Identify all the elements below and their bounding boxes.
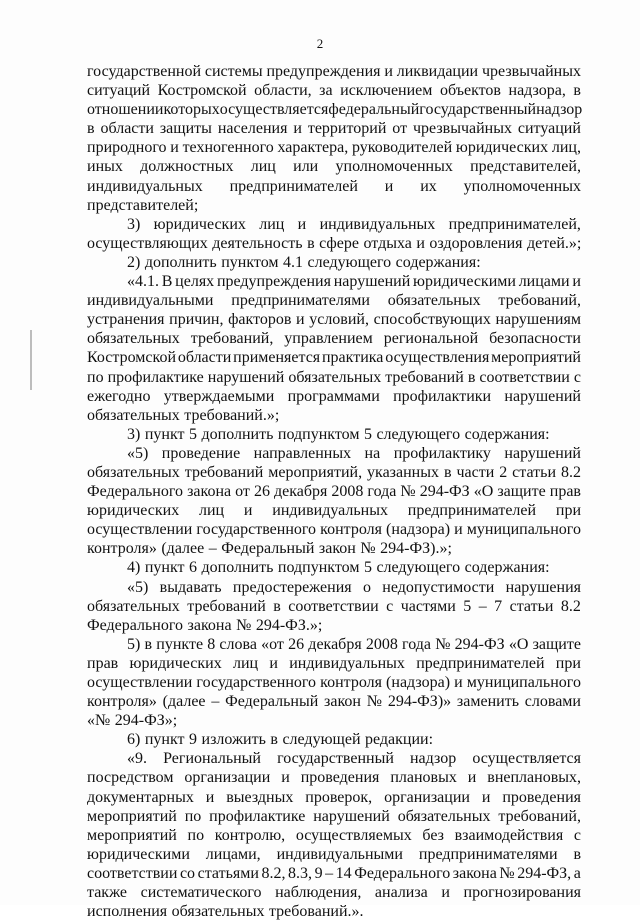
text-line: исполнения обязательных требований.». <box>87 903 364 921</box>
text-line: в области защиты населения и территорий от чрезвычайных ситуаций <box>87 120 581 138</box>
page-number: 2 <box>316 36 324 51</box>
text-line: также систематического наблюдения, анализа и прогнозирования <box>87 884 581 902</box>
text-line: Федерального закона № 294-ФЗ.»; <box>87 616 323 634</box>
text-line: 5) в пункте 8 слова «от 26 декабря 2008 года № 294-ФЗ «О защите <box>127 635 581 653</box>
text-line: по профилактике нарушений обязательных требований в соответствии с <box>87 368 581 386</box>
text-line: «5) проведение направленных на профилактику нарушений <box>127 444 581 462</box>
text-line: осуществлении государственного контроля (надзора) и муниципального <box>87 674 581 691</box>
text-line: 2) дополнить пунктом 4.1 следующего содержания: <box>127 253 481 271</box>
text-line: ежегодно утверждаемыми программами профилактики нарушений <box>87 387 581 405</box>
text-line: «№ 294-ФЗ»; <box>87 712 178 730</box>
text-line: «4.1. В целях предупреждения нарушений юридическими лицами и <box>127 273 581 291</box>
text-line: индивидуальных предпринимателей и их уполномоченных <box>87 177 581 195</box>
text-line: отношении которых осуществляется федеральный государственный надзор <box>87 101 583 119</box>
text-line: 3) юридических лиц и индивидуальных предпринимателей, <box>127 215 581 233</box>
text-line: осуществлении государственного контроля (надзора) и муниципального <box>87 521 581 539</box>
text-line: Федерального закона от 26 декабря 2008 года № 294-ФЗ «О защите прав <box>87 483 581 501</box>
text-line: «5) выдавать предостережения о недопустимости нарушения <box>127 578 581 596</box>
text-line: документарных и выездных проверок, организации и проведения <box>87 788 581 806</box>
text-line: представителей; <box>87 196 199 214</box>
text-line: устранения причин, факторов и условий, способствующих нарушениям <box>87 311 581 329</box>
text-line: Костромской области применяется практика осуществления мероприятий <box>87 349 581 367</box>
text-line: «9. Региональный государственный надзор осуществляется <box>127 750 581 768</box>
text-line: иных должностных лиц или уполномоченных представителей, <box>87 158 581 176</box>
text-line: осуществляющих деятельность в сфере отдыха и оздоровления детей.»; <box>87 234 582 252</box>
text-line: мероприятий по контролю, осуществляемых без взаимодействия с <box>87 826 581 844</box>
text-line: прав юридических лиц и индивидуальных предпринимателей при <box>87 654 581 672</box>
text-line: обязательных требований в соответствии с частями 5 – 7 статьи 8.2 <box>87 597 581 615</box>
text-line: государственной системы предупреждения и ликвидации чрезвычайных <box>87 63 581 80</box>
text-line: мероприятий по профилактике нарушений обязательных требований, <box>87 807 581 825</box>
text-line: юридических лиц и индивидуальных предпринимателей при <box>87 502 581 520</box>
text-line: 3) пункт 5 дополнить подпунктом 5 следующего содержания: <box>127 425 550 443</box>
text-line: соответствии со статьями 8.2, 8.3, 9 – 14 Федерального закона № 294-ФЗ, а <box>87 864 581 882</box>
text-line: 4) пункт 6 дополнить подпунктом 5 следующего содержания: <box>127 559 550 577</box>
text-line: 6) пункт 9 изложить в следующей редакции: <box>127 731 434 749</box>
document-body <box>0 62 640 921</box>
text-line: контроля» (далее – Федеральный закон № 294-ФЗ).»; <box>87 540 452 558</box>
text-line: посредством организации и проведения плановых и внеплановых, <box>87 769 581 787</box>
text-line: обязательных требований.»; <box>87 406 280 424</box>
text-line: контроля» (далее – Федеральный закон № 294-ФЗ)» заменить словами <box>87 693 581 711</box>
text-line: индивидуальными предпринимателями обязательных требований, <box>87 292 581 310</box>
text-line: ситуаций Костромской области, за исключением объектов надзора, в <box>87 82 581 100</box>
text-line: юридическими лицами, индивидуальными предпринимателями в <box>87 845 581 863</box>
text-line: обязательных требований, управлением региональной безопасности <box>87 330 581 348</box>
text-line: обязательных требований мероприятий, указанных в части 2 статьи 8.2 <box>87 463 581 481</box>
text-line: природного и техногенного характера, руководителей юридических лиц, <box>87 139 581 157</box>
